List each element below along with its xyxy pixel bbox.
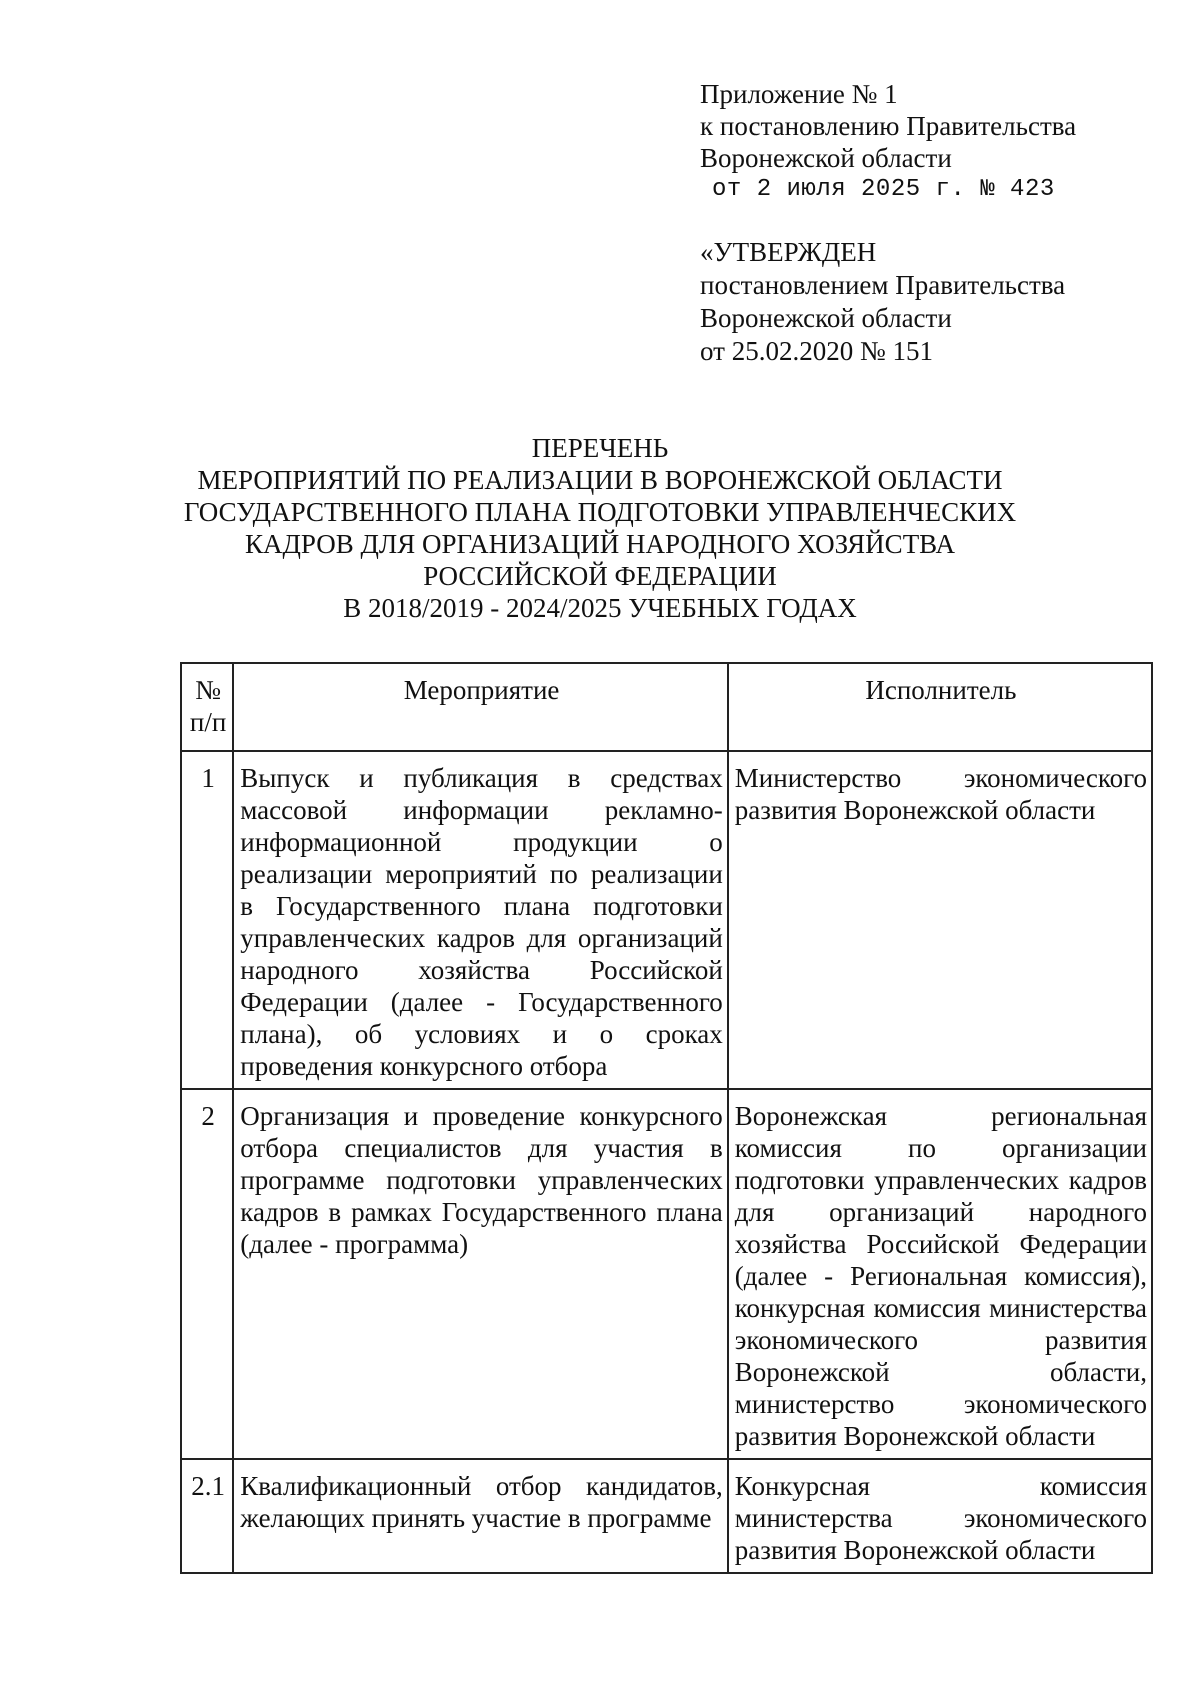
row-event: Организация и проведение конкурсного отбора специалистов для участия в программе подготовки управленческих кадров в рамках Государственного плана (далее - программа) — [233, 1089, 728, 1459]
approval-stamp-text — [700, 236, 1065, 368]
approved-line-1: «УТВЕРЖДЕН — [700, 237, 877, 267]
row-event: Квалификационный отбор кандидатов, желающих принять участие в программе — [233, 1459, 728, 1573]
approved-line-3: Воронежской области — [700, 303, 952, 333]
document-title — [150, 432, 1050, 624]
appendix-line-2: к постановлению Правительства — [700, 111, 1077, 141]
row-executor: Министерство экономического развития Воронежской области — [728, 751, 1152, 1089]
appendix-line-3: Воронежской области — [700, 143, 952, 173]
row-event: Выпуск и публикация в средствах массовой информации рекламно-информационной продукции о реализации мероприятий по реализации в Государственного плана подготовки управленческих кадров для организаций народного хозяйства Российской Федерации (далее - Государственного плана), об условиях и о сроках проведения конкурсного отбора — [233, 751, 728, 1089]
title-line-3: ГОСУДАРСТВЕННОГО ПЛАНА ПОДГОТОВКИ УПРАВЛЕНЧЕСКИХ — [183, 497, 1017, 527]
header-executor: Исполнитель — [728, 663, 1152, 751]
row-num: 2 — [181, 1089, 233, 1459]
row-num: 2.1 — [181, 1459, 233, 1573]
approved-line-4: от 25.02.2020 № 151 — [700, 336, 933, 366]
title-line-4: КАДРОВ ДЛЯ ОРГАНИЗАЦИЙ НАРОДНОГО ХОЗЯЙСТВА — [244, 529, 955, 559]
row-num: 1 — [181, 751, 233, 1089]
title-line-1: ПЕРЕЧЕНЬ — [531, 433, 669, 463]
title-line-6: В 2018/2019 - 2024/2025 УЧЕБНЫХ ГОДАХ — [343, 593, 857, 623]
table-row — [181, 751, 1152, 1089]
row-executor: Воронежская региональная комиссия по организации подготовки управленческих кадров для организаций народного хозяйства Российской Федерации (далее - Региональная комиссия), конкурсная комиссия министерства экономического развития Воронежской области, министерство экономического развития Воронежской области — [728, 1089, 1152, 1459]
measures-table — [180, 662, 1153, 1574]
row-executor: Конкурсная комиссия министерства экономического развития Воронежской области — [728, 1459, 1152, 1573]
header-event: Мероприятие — [233, 663, 728, 751]
header-num: № п/п — [181, 663, 233, 751]
appendix-header — [700, 78, 1076, 206]
approved-line-2: постановлением Правительства — [700, 270, 1066, 300]
table-row — [181, 1089, 1152, 1459]
appendix-line-1: Приложение № 1 — [700, 79, 898, 109]
title-line-5: РОССИЙСКОЙ ФЕДЕРАЦИИ — [423, 561, 777, 591]
appendix-date-line: от 2 июля 2025 г. № 423 — [712, 176, 1055, 203]
table-header-row — [181, 663, 1152, 751]
table-row — [181, 1459, 1152, 1573]
title-line-2: МЕРОПРИЯТИЙ ПО РЕАЛИЗАЦИИ В ВОРОНЕЖСКОЙ ОБЛАСТИ — [197, 465, 1003, 495]
